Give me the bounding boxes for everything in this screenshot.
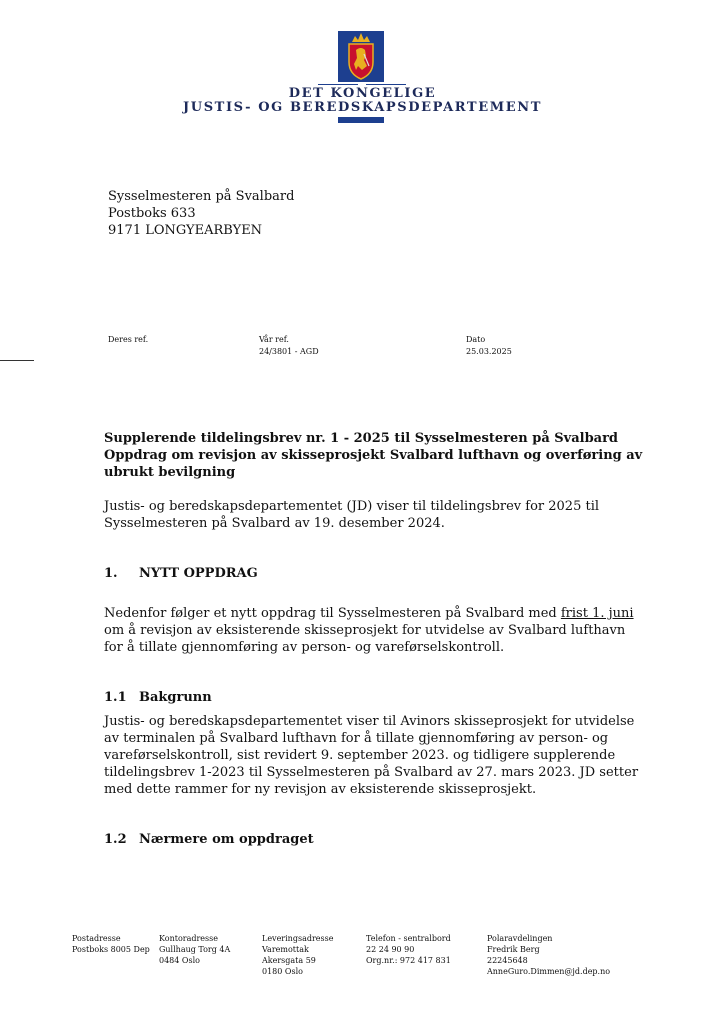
header-rule-right (366, 84, 406, 85)
footer-leveringsadresse (262, 933, 333, 977)
dato-value: 25.03.2025 (466, 347, 512, 356)
section-1-2-title: Nærmere om oppdraget (139, 832, 314, 847)
section-1-paragraph (104, 605, 644, 656)
recipient-address (108, 188, 294, 239)
footer-postadresse-line1: Postboks 8005 Dep (72, 945, 150, 954)
footer-leveringsadresse-line1: Varemottak (262, 945, 309, 954)
footer-leveringsadresse-label: Leveringsadresse (262, 934, 334, 943)
intro-paragraph: Justis- og beredskapsdepartementet (JD) viser til tildelingsbrev for 2025 til Sysselmesteren på Svalbard av 19. desember 2024. (104, 499, 600, 531)
crown-icon (352, 33, 370, 42)
var-ref-label: Vår ref. (259, 335, 289, 344)
header-rule-bottom (338, 117, 384, 123)
footer-kontoradresse-label: Kontoradresse (159, 934, 218, 943)
footer-telefon (366, 933, 451, 966)
footer-contact-name: Fredrik Berg (487, 945, 540, 954)
section-1-2-heading (104, 831, 644, 848)
footer-contact-phone: 22245648 (487, 956, 528, 965)
section-1-text-post: om å revisjon av eksisterende skisseprosjekt for utvidelse av Svalbard lufthavn for å tillate gjennomføring av person- og vareførselskontroll. (104, 623, 626, 655)
header-rule-left (318, 84, 358, 85)
footer-kontoradresse (159, 933, 230, 966)
footer-avdeling-label: Polaravdelingen (487, 934, 553, 943)
letter-subject: Supplerende tildelingsbrev nr. 1 - 2025 til Sysselmesteren på Svalbard Oppdrag om revisjon av skisseprosjekt Svalbard lufthavn og overføring av ubrukt bevilgning (104, 431, 643, 480)
fold-mark (0, 360, 34, 361)
footer-contact-email[interactable]: AnneGuro.Dimmen@jd.dep.no (487, 967, 611, 976)
footer-leveringsadresse-line3: 0180 Oslo (262, 967, 303, 976)
deadline-text: frist 1. juni (560, 606, 634, 621)
var-ref-value: 24/3801 - AGD (259, 347, 319, 356)
footer-kontoradresse-line1: Gullhaug Torg 4A (159, 945, 231, 954)
org-name-line2: JUSTIS- OG BEREDSKAPSDEPARTEMENT (183, 100, 542, 115)
section-1-2-number: 1.2 (104, 832, 127, 847)
section-1-1-paragraph: Justis- og beredskapsdepartementet viser til Avinors skisseprosjekt for utvidelse av terminalen på Svalbard lufthavn for å tillate gjennomføring av person- og vareførselskontroll, sist revidert 9. september 2023. og tidligere supplerende tildelingsbrev 1-2023 til Sysselmesteren på Svalbard av 27. mars 2023. JD setter med dette rammer for ny revisjon av eksisterende skisseprosjekt. (104, 714, 639, 797)
section-1-1-number: 1.1 (104, 690, 127, 705)
footer-postadresse (72, 933, 150, 955)
section-1-text-pre: Nedenfor følger et nytt oppdrag til Sysselmesteren på Svalbard med (104, 606, 561, 621)
recipient-line3: 9171 LONGYEARBYEN (108, 223, 263, 238)
footer-leveringsadresse-line2: Akersgata 59 (262, 956, 316, 965)
org-name-line1: DET KONGELIGE (288, 86, 437, 101)
footer-postadresse-label: Postadresse (72, 934, 121, 943)
section-1-number: 1. (104, 566, 118, 581)
recipient-line1: Sysselmesteren på Svalbard (108, 189, 295, 204)
footer-telefon-label: Telefon - sentralbord (366, 934, 451, 943)
section-1-1-title: Bakgrunn (139, 690, 212, 705)
footer-orgnr: Org.nr.: 972 417 831 (366, 956, 451, 965)
footer-telefon-line1: 22 24 90 90 (366, 945, 415, 954)
footer-kontoradresse-line2: 0484 Oslo (159, 956, 200, 965)
footer-avdeling (487, 933, 610, 977)
recipient-line2: Postboks 633 (108, 206, 196, 221)
deres-ref-label: Deres ref. (108, 335, 149, 344)
section-1-1-heading (104, 689, 644, 706)
section-1-title: NYTT OPPDRAG (139, 566, 258, 581)
section-1-heading (104, 565, 644, 582)
dato-label: Dato (466, 335, 486, 344)
